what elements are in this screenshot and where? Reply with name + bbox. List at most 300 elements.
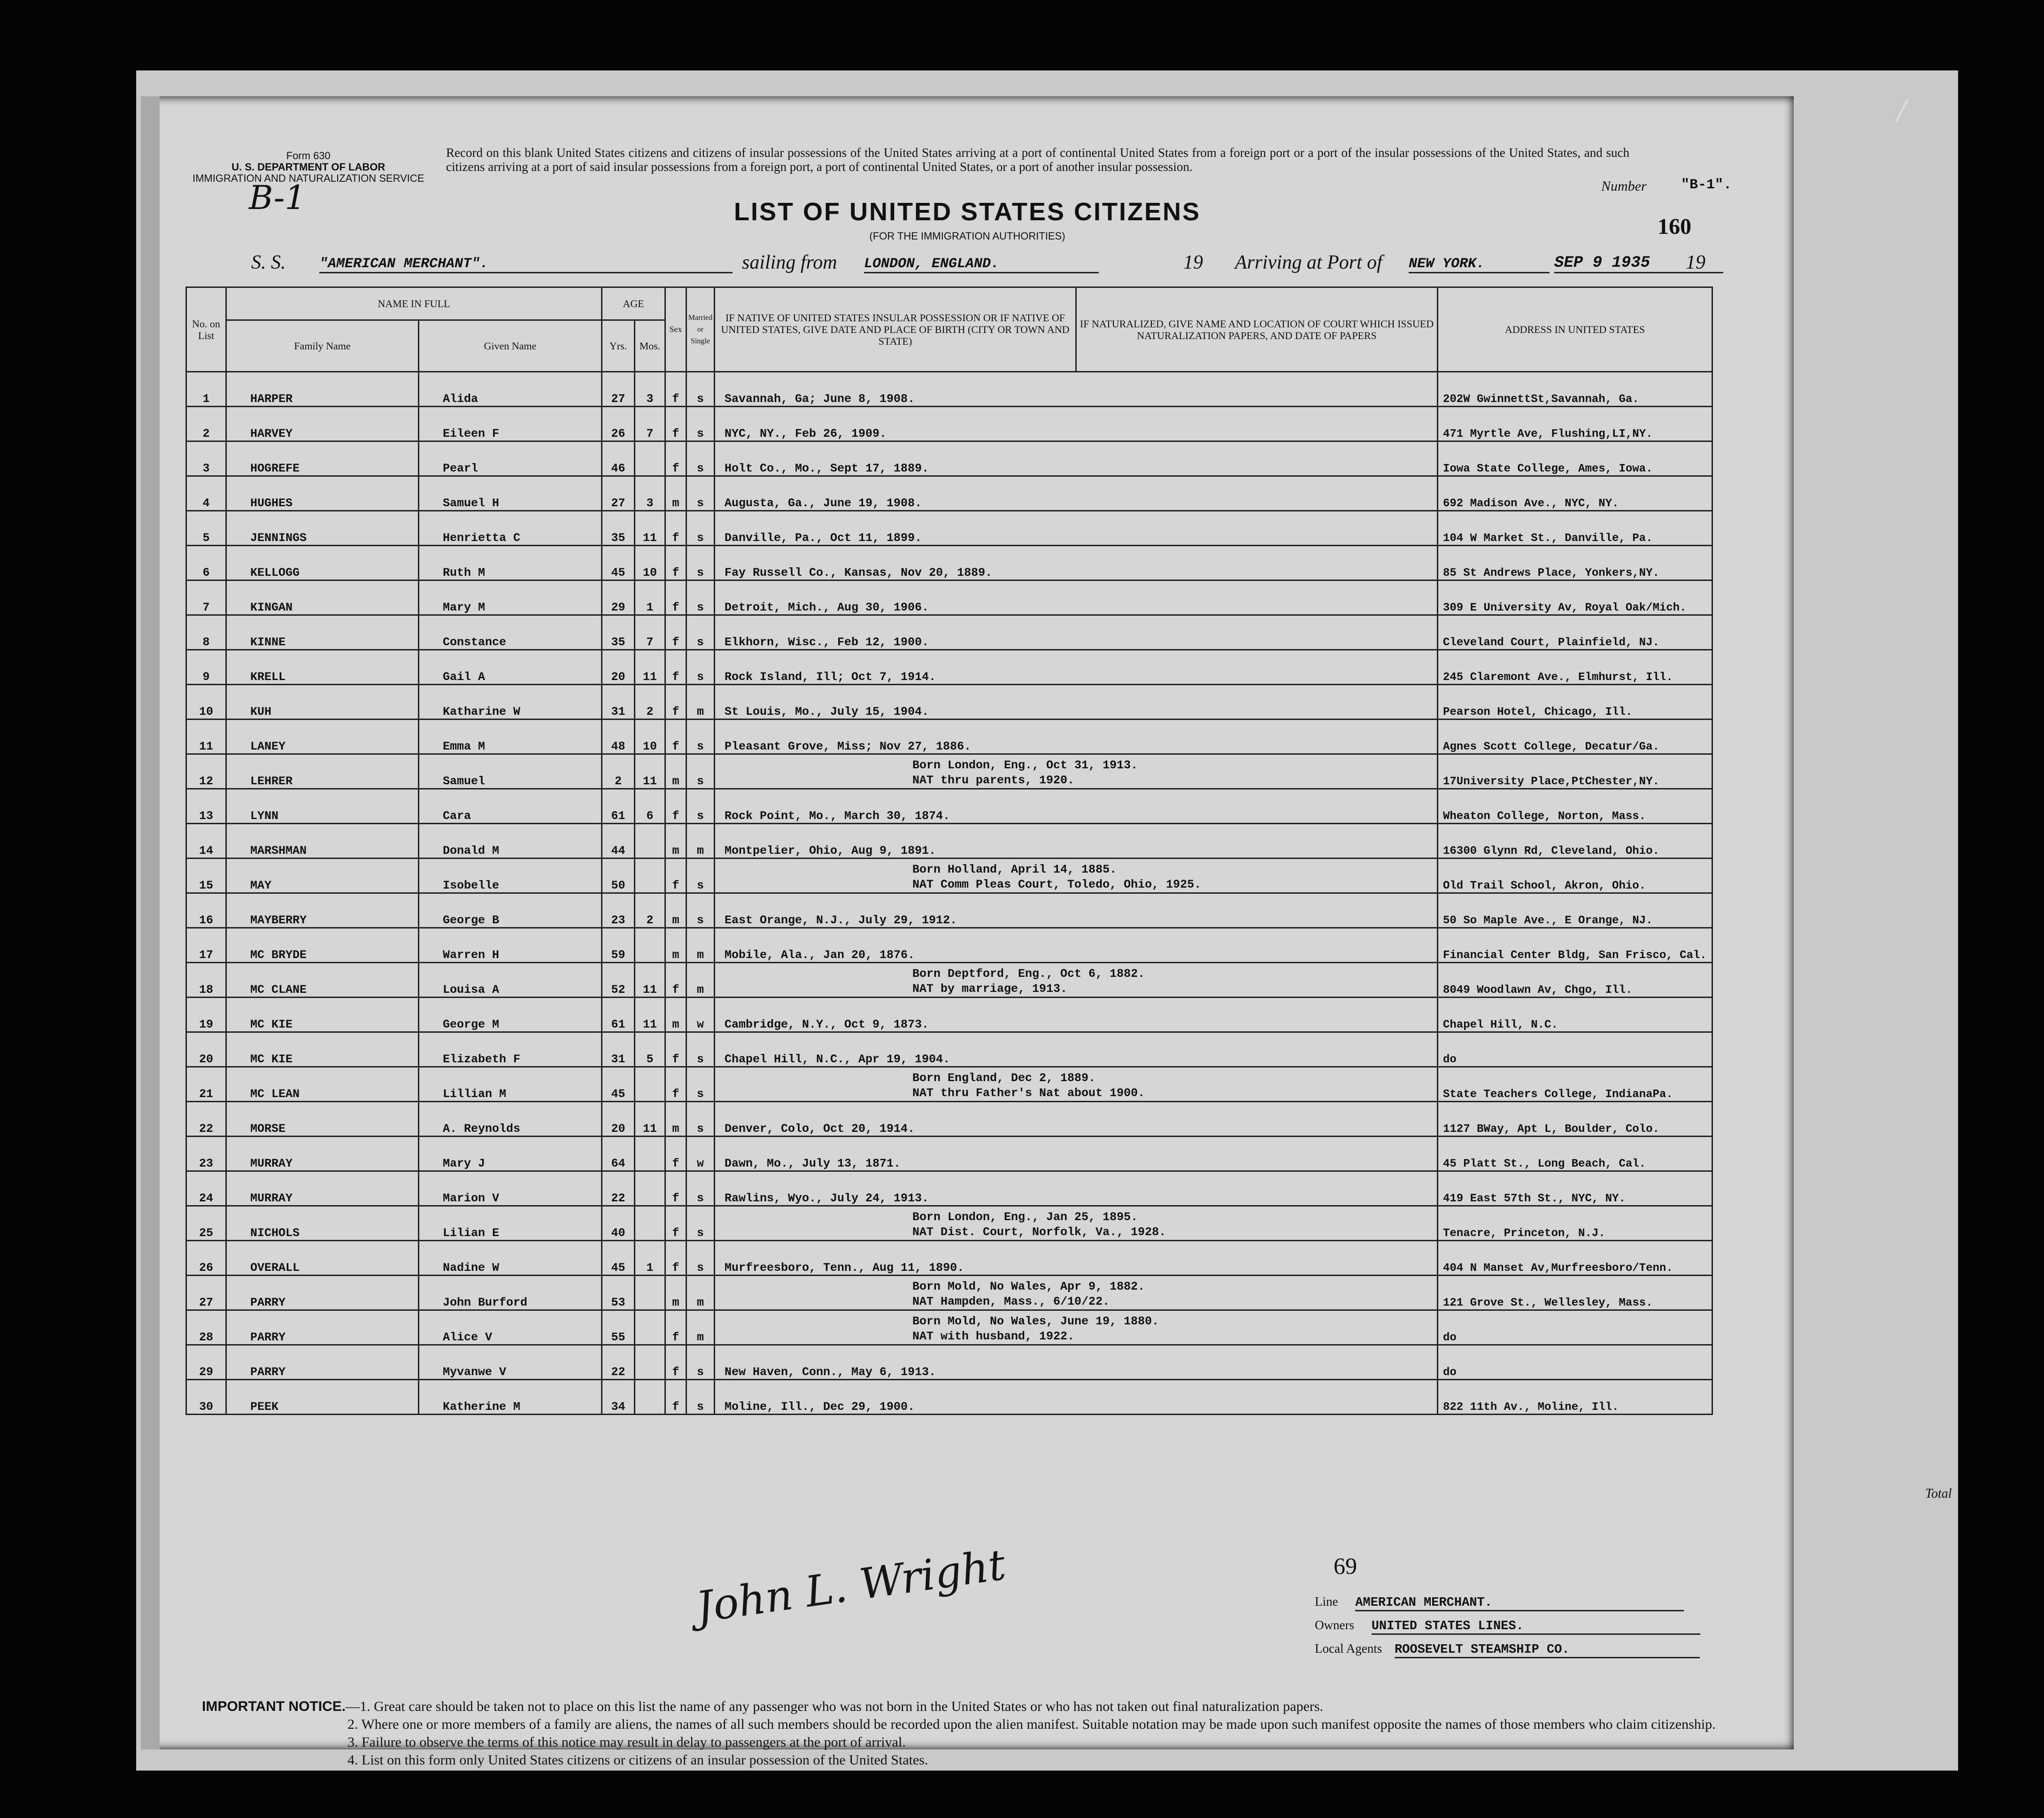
row-number: 24 [186,1171,226,1206]
table-row [186,1241,1712,1276]
given-name: Alice V [419,1310,602,1345]
family-name: OVERALL [226,1241,419,1276]
col-header-age: AGE [602,287,665,320]
sex: f [665,407,686,441]
row-number: 4 [186,476,226,511]
age-months: 10 [635,546,665,580]
birth-naturalization-cell [715,1345,1438,1380]
address: 822 11th Av., Moline, Ill. [1438,1380,1712,1415]
marital-status: s [686,650,715,685]
birth-naturalization-cell [715,1276,1438,1310]
address: Pearson Hotel, Chicago, Ill. [1438,685,1712,719]
given-name: Marion V [419,1171,602,1206]
age-months: 6 [635,789,665,824]
notice-heading: IMPORTANT NOTICE. [202,1699,346,1714]
birth-naturalization-cell [715,511,1438,546]
birth-naturalization-cell [715,1241,1438,1276]
age-years: 44 [602,824,635,859]
notice-item-3: 3. Failure to observe the terms of this notice may result in delay to passengers at the port of arrival. [347,1734,906,1750]
family-name: NICHOLS [226,1206,419,1241]
age-months: 2 [635,685,665,719]
birth-place-date: Fay Russell Co., Kansas, Nov 20, 1889. [725,566,993,580]
naturalization-details: Born England, Dec 2, 1889. NAT thru Father's Nat about 1900. [912,1071,1145,1100]
table-row [186,928,1712,963]
family-name: PARRY [226,1276,419,1310]
agents-value: ROOSEVELT STEAMSHIP CO. [1395,1643,1700,1658]
marital-status: s [686,789,715,824]
address: 404 N Manset Av,Murfreesboro/Tenn. [1438,1241,1712,1276]
stamp-number: 69 [1334,1553,1357,1579]
age-months: 11 [635,511,665,546]
sex: f [665,1241,686,1276]
row-number: 17 [186,928,226,963]
sex: m [665,1102,686,1137]
marital-status: s [686,511,715,546]
total-label: Total [1925,1486,1952,1501]
row-number: 19 [186,998,226,1032]
year-label-1-text: 19 [1183,252,1203,273]
age-months: 11 [635,963,665,998]
birth-place-date: Montpelier, Ohio, Aug 9, 1891. [725,844,936,858]
family-name: KELLOGG [226,546,419,580]
sex: m [665,893,686,928]
sex: f [665,1345,686,1380]
marital-status: s [686,1206,715,1241]
family-name: LANEY [226,719,419,754]
table-row [186,511,1712,546]
given-name: Katharine W [419,685,602,719]
row-number: 26 [186,1241,226,1276]
age-months [635,441,665,476]
age-years: 53 [602,1276,635,1310]
page-subtitle: (FOR THE IMMIGRATION AUTHORITIES) [869,230,1065,242]
age-months: 10 [635,719,665,754]
address: Old Trail School, Akron, Ohio. [1438,859,1712,893]
family-name: MAYBERRY [226,893,419,928]
age-months: 3 [635,372,665,407]
address: 8049 Woodlawn Av, Chgo, Ill. [1438,963,1712,998]
marital-status: s [686,476,715,511]
row-number: 14 [186,824,226,859]
line-value: AMERICAN MERCHANT. [1355,1596,1684,1611]
sex: f [665,546,686,580]
age-years: 45 [602,1241,635,1276]
table-row [186,824,1712,859]
birth-place-date: Murfreesboro, Tenn., Aug 11, 1890. [725,1261,964,1275]
family-name: MC KIE [226,1032,419,1067]
birth-naturalization-cell [715,372,1438,407]
age-months [635,1067,665,1102]
family-name: MC LEAN [226,1067,419,1102]
age-years: 55 [602,1310,635,1345]
age-months [635,1276,665,1310]
age-months [635,928,665,963]
birth-naturalization-cell [715,441,1438,476]
sex: f [665,372,686,407]
family-name: HOGREFE [226,441,419,476]
given-name: Emma M [419,719,602,754]
address: Wheaton College, Norton, Mass. [1438,789,1712,824]
birth-naturalization-cell [715,1310,1438,1345]
age-months [635,1345,665,1380]
passenger-rows [186,372,1712,1415]
marital-status: s [686,893,715,928]
given-name: Lillian M [419,1067,602,1102]
important-notice [202,1698,1845,1769]
sex: f [665,685,686,719]
age-months: 7 [635,407,665,441]
birth-naturalization-cell [715,859,1438,893]
address: 85 St Andrews Place, Yonkers,NY. [1438,546,1712,580]
birth-naturalization-cell [715,476,1438,511]
age-months: 11 [635,1102,665,1137]
birth-naturalization-cell [715,754,1438,789]
age-years: 26 [602,407,635,441]
birth-place-date: East Orange, N.J., July 29, 1912. [725,913,957,927]
table-row [186,1171,1712,1206]
table-row [186,963,1712,998]
birth-place-date: Rock Point, Mo., March 30, 1874. [725,809,950,823]
row-number: 30 [186,1380,226,1415]
marital-status: s [686,580,715,615]
given-name: John Burford [419,1276,602,1310]
page-number: 160 [1658,214,1691,239]
col-header-mos: Mos. [635,320,665,372]
naturalization-details: Born Holland, April 14, 1885. NAT Comm Pleas Court, Toledo, Ohio, 1925. [912,863,1202,891]
table-row [186,1067,1712,1102]
table-row [186,580,1712,615]
arrival-date-stamp: SEP 9 1935 [1554,254,1723,273]
marital-status: s [686,407,715,441]
col-header-married: Married or Single [686,287,715,372]
birth-place-date: Detroit, Mich., Aug 30, 1906. [725,601,929,614]
age-years: 2 [602,754,635,789]
row-number: 18 [186,963,226,998]
sex: f [665,859,686,893]
birth-naturalization-cell [715,1137,1438,1171]
age-years: 45 [602,1067,635,1102]
family-name: PARRY [226,1345,419,1380]
sex: f [665,1032,686,1067]
department-label: U. S. DEPARTMENT OF LABOR [231,161,386,173]
given-name: Donald M [419,824,602,859]
address: Tenacre, Princeton, N.J. [1438,1206,1712,1241]
age-months: 11 [635,998,665,1032]
birth-naturalization-cell [715,719,1438,754]
marital-status: s [686,615,715,650]
sex: f [665,963,686,998]
age-months: 11 [635,650,665,685]
birth-place-date: Elkhorn, Wisc., Feb 12, 1900. [725,635,929,649]
sex: m [665,476,686,511]
birth-place-date: Augusta, Ga., June 19, 1908. [725,496,922,510]
marital-status: s [686,372,715,407]
given-name: Alida [419,372,602,407]
table-row [186,789,1712,824]
given-name: Isobelle [419,859,602,893]
address: 245 Claremont Ave., Elmhurst, Ill. [1438,650,1712,685]
col-header-no: No. on List [186,287,226,372]
given-name: George M [419,998,602,1032]
age-months: 11 [635,754,665,789]
family-name: MURRAY [226,1171,419,1206]
form-number: Form 630 [286,150,331,162]
table-row [186,441,1712,476]
birth-naturalization-cell [715,685,1438,719]
birth-naturalization-cell [715,1032,1438,1067]
address: Agnes Scott College, Decatur/Ga. [1438,719,1712,754]
age-months: 1 [635,580,665,615]
given-name: Warren H [419,928,602,963]
naturalization-details: Born Deptford, Eng., Oct 6, 1882. NAT by marriage, 1913. [912,967,1145,996]
sex: f [665,1171,686,1206]
address: 17University Place,PtChester,NY. [1438,754,1712,789]
birth-naturalization-cell [715,1102,1438,1137]
row-number: 3 [186,441,226,476]
address: 50 So Maple Ave., E Orange, NJ. [1438,893,1712,928]
address: do [1438,1345,1712,1380]
sex: m [665,928,686,963]
marital-status: m [686,685,715,719]
table-row [186,546,1712,580]
family-name: LYNN [226,789,419,824]
table-row [186,1032,1712,1067]
sex: f [665,789,686,824]
sex: f [665,1067,686,1102]
table-row [186,998,1712,1032]
sex: m [665,1276,686,1310]
table-row [186,719,1712,754]
table-row [186,407,1712,441]
given-name: Ruth M [419,546,602,580]
family-name: MC BRYDE [226,928,419,963]
ship-name: "AMERICAN MERCHANT". [319,256,733,273]
family-name: MC KIE [226,998,419,1032]
marital-status: m [686,928,715,963]
marital-status: m [686,824,715,859]
notice-item-4: 4. List on this form only United States citizens or citizens of an insular possession of the United States. [347,1752,928,1768]
age-months [635,1206,665,1241]
address: 692 Madison Ave., NYC, NY. [1438,476,1712,511]
inspector-signature: John L. Wright [693,1540,1009,1632]
sex: f [665,1380,686,1415]
family-name: HARPER [226,372,419,407]
family-name: KRELL [226,650,419,685]
family-name: MAY [226,859,419,893]
agents-field [1315,1641,1700,1658]
marital-status: s [686,859,715,893]
naturalization-details: Born Mold, No Wales, June 19, 1880. NAT with husband, 1922. [912,1315,1159,1343]
arriving-label: Arriving at Port of [1235,252,1382,273]
owners-field [1315,1618,1700,1635]
age-months [635,859,665,893]
arrival-port: NEW YORK. [1409,256,1550,273]
table-row [186,685,1712,719]
col-header-native: IF NATIVE OF UNITED STATES INSULAR POSSESSION OR IF NATIVE OF UNITED STATES, GIVE DATE AND PLACE OF BIRTH (CITY OR TOWN AND STATE) [715,287,1076,372]
marital-status: s [686,1102,715,1137]
age-months [635,1171,665,1206]
given-name: Katherine M [419,1380,602,1415]
row-number: 10 [186,685,226,719]
family-name: MC CLANE [226,963,419,998]
family-name: PEEK [226,1380,419,1415]
address: 202W GwinnettSt,Savannah, Ga. [1438,372,1712,407]
birth-naturalization-cell [715,1171,1438,1206]
row-number: 2 [186,407,226,441]
col-header-address: ADDRESS IN UNITED STATES [1438,287,1712,372]
binding-strip [141,96,160,1749]
table-row [186,1276,1712,1310]
age-years: 29 [602,580,635,615]
row-number: 11 [186,719,226,754]
row-number: 13 [186,789,226,824]
row-number: 5 [186,511,226,546]
ss-label: S. S. [251,252,286,273]
address: 309 E University Av, Royal Oak/Mich. [1438,580,1712,615]
given-name: Cara [419,789,602,824]
age-months: 1 [635,1241,665,1276]
birth-naturalization-cell [715,928,1438,963]
address: do [1438,1310,1712,1345]
line-field [1315,1594,1684,1611]
row-number: 9 [186,650,226,685]
address: 45 Platt St., Long Beach, Cal. [1438,1137,1712,1171]
marital-status: w [686,998,715,1032]
birth-naturalization-cell [715,998,1438,1032]
age-years: 35 [602,511,635,546]
sex: m [665,824,686,859]
owners-value: UNITED STATES LINES. [1372,1619,1700,1635]
sex: f [665,580,686,615]
marital-status: s [686,1067,715,1102]
notice-item-2: 2. Where one or more members of a family are aliens, the names of all such members should be recorded upon the alien manifest. Suitable notation may be made upon such manifest opposite the names of those members who claim citizenship. [347,1717,1716,1732]
age-years: 46 [602,441,635,476]
sex: m [665,998,686,1032]
birth-naturalization-cell [715,407,1438,441]
age-years: 59 [602,928,635,963]
age-months [635,824,665,859]
family-name: LEHRER [226,754,419,789]
row-number: 23 [186,1137,226,1171]
address: Financial Center Bldg, San Frisco, Cal. [1438,928,1712,963]
table-row [186,650,1712,685]
family-name: HARVEY [226,407,419,441]
age-months: 2 [635,893,665,928]
table-row [186,1380,1712,1415]
age-years: 45 [602,546,635,580]
address: 1127 BWay, Apt L, Boulder, Colo. [1438,1102,1712,1137]
age-years: 40 [602,1206,635,1241]
marital-status: s [686,1345,715,1380]
age-years: 20 [602,1102,635,1137]
birth-naturalization-cell [715,615,1438,650]
given-name: Eileen F [419,407,602,441]
given-name: Gail A [419,650,602,685]
birth-place-date: Denver, Colo, Oct 20, 1914. [725,1122,915,1136]
table-row [186,476,1712,511]
given-name: Myvanwe V [419,1345,602,1380]
birth-place-date: Danville, Pa., Oct 11, 1899. [725,531,922,545]
marital-status: s [686,1171,715,1206]
age-months: 5 [635,1032,665,1067]
col-header-sex: Sex [665,287,686,372]
col-header-name: NAME IN FULL [226,287,602,320]
birth-naturalization-cell [715,650,1438,685]
age-years: 27 [602,372,635,407]
table-row [186,1310,1712,1345]
birth-naturalization-cell [715,963,1438,998]
departure-port: LONDON, ENGLAND. [864,256,1099,273]
age-months [635,1380,665,1415]
age-years: 22 [602,1345,635,1380]
marital-status: m [686,963,715,998]
row-number: 7 [186,580,226,615]
row-number: 8 [186,615,226,650]
family-name: KINNE [226,615,419,650]
col-header-family: Family Name [226,320,419,372]
birth-naturalization-cell [715,1206,1438,1241]
number-label: Number [1601,178,1647,194]
row-number: 29 [186,1345,226,1380]
marital-status: s [686,1380,715,1415]
naturalization-details: Born Mold, No Wales, Apr 9, 1882. NAT Hampden, Mass., 6/10/22. [912,1280,1145,1308]
given-name: George B [419,893,602,928]
row-number: 15 [186,859,226,893]
preamble-text: Record on this blank United States citizens and citizens of insular possessions of the United States arriving at a port of continental United States from a foreign port or a port of the insular possessions of the United States, and such citizens arriving at a port of said insular possessions from a foreign port, a port of continental United States, or a port of another insular possession. [446,146,1629,174]
sex: m [665,754,686,789]
address: do [1438,1032,1712,1067]
address: Iowa State College, Ames, Iowa. [1438,441,1712,476]
table-row [186,893,1712,928]
age-years: 27 [602,476,635,511]
birth-place-date: NYC, NY., Feb 26, 1909. [725,427,887,441]
address: Cleveland Court, Plainfield, NJ. [1438,615,1712,650]
sailing-from-label: sailing from [742,252,837,273]
age-years: 52 [602,963,635,998]
family-name: MARSHMAN [226,824,419,859]
birth-place-date: Moline, Ill., Dec 29, 1900. [725,1400,915,1414]
birth-naturalization-cell [715,824,1438,859]
sex: f [665,719,686,754]
given-name: Pearl [419,441,602,476]
year-label-1 [1103,251,1221,274]
row-number: 20 [186,1032,226,1067]
passenger-table [185,286,1713,1415]
family-name: MURRAY [226,1137,419,1171]
age-years: 22 [602,1171,635,1206]
given-name: Lilian E [419,1206,602,1241]
col-header-yrs: Yrs. [602,320,635,372]
age-years: 50 [602,859,635,893]
table-row [186,372,1712,407]
given-name: Nadine W [419,1241,602,1276]
row-number: 22 [186,1102,226,1137]
address: 121 Grove St., Wellesley, Mass. [1438,1276,1712,1310]
birth-place-date: Cambridge, N.Y., Oct 9, 1873. [725,1018,929,1031]
row-number: 21 [186,1067,226,1102]
family-name: KUH [226,685,419,719]
sex: f [665,615,686,650]
given-name: Mary M [419,580,602,615]
marital-status: m [686,1276,715,1310]
address: 471 Myrtle Ave, Flushing,LI,NY. [1438,407,1712,441]
row-number: 1 [186,372,226,407]
handwritten-reference: B-1 [249,178,306,217]
notice-item-1: —1. Great care should be taken not to place on this list the name of any passenger who was not born in the United States or who has not taken out final naturalization papers. [346,1699,1324,1714]
age-months: 7 [635,615,665,650]
naturalization-details: Born London, Eng., Jan 25, 1895. NAT Dist. Court, Norfolk, Va., 1928. [912,1210,1166,1239]
age-years: 64 [602,1137,635,1171]
